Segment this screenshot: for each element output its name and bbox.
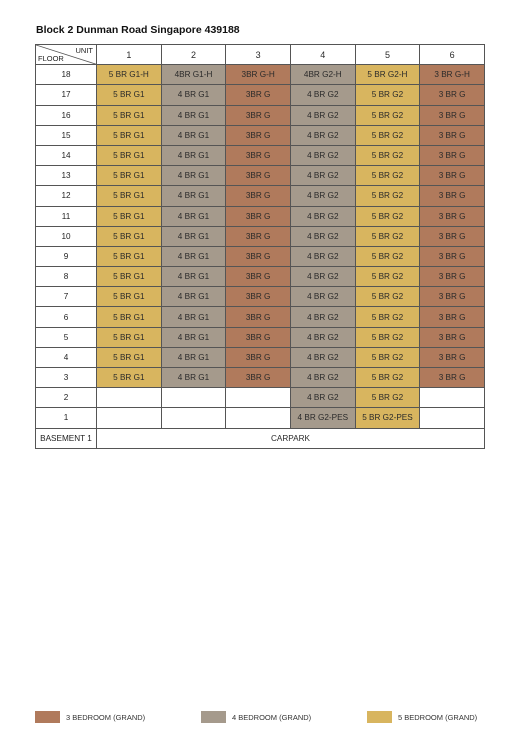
unit-cell: 3 BR G-H xyxy=(420,65,485,85)
floor-row xyxy=(36,226,485,246)
legend-label: 4 BEDROOM (GRAND) xyxy=(232,712,312,722)
unit-cell: 3 BR G xyxy=(420,347,485,367)
unit-cell: 3BR G-H xyxy=(226,65,291,85)
legend-item-5br xyxy=(367,711,477,723)
unit-cell: 5 BR G1 xyxy=(97,166,162,186)
unit-cell: 3BR G xyxy=(226,287,291,307)
floor-number: 16 xyxy=(36,105,97,125)
unit-cell: 3 BR G xyxy=(420,287,485,307)
unit-cell: 3 BR G xyxy=(420,267,485,287)
corner-floor-label: FLOOR xyxy=(38,54,64,64)
unit-cell: 3BR G xyxy=(226,85,291,105)
floor-row xyxy=(36,307,485,327)
floor-number: 1 xyxy=(36,408,97,428)
floor-row xyxy=(36,368,485,388)
empty-cell xyxy=(226,408,291,428)
unit-cell: 4 BR G2 xyxy=(290,166,355,186)
unit-cell: 3 BR G xyxy=(420,105,485,125)
unit-cell: 4 BR G2 xyxy=(290,388,355,408)
unit-cell: 4 BR G2 xyxy=(290,267,355,287)
basement-row xyxy=(36,428,485,448)
unit-cell: 4 BR G1 xyxy=(161,105,226,125)
unit-cell: 5 BR G1 xyxy=(97,307,162,327)
unit-cell: 4 BR G1 xyxy=(161,246,226,266)
unit-cell: 4 BR G2 xyxy=(290,186,355,206)
unit-cell: 3 BR G xyxy=(420,125,485,145)
unit-cell: 3 BR G xyxy=(420,368,485,388)
unit-cell: 5 BR G1 xyxy=(97,368,162,388)
unit-cell: 5 BR G1 xyxy=(97,267,162,287)
unit-cell: 5 BR G2 xyxy=(355,347,420,367)
floor-number: 8 xyxy=(36,267,97,287)
floor-row xyxy=(36,287,485,307)
unit-cell: 3 BR G xyxy=(420,226,485,246)
floor-number: 2 xyxy=(36,388,97,408)
unit-cell: 4 BR G1 xyxy=(161,327,226,347)
unit-cell: 5 BR G2 xyxy=(355,226,420,246)
unit-cell: 3BR G xyxy=(226,347,291,367)
unit-header: 5 xyxy=(355,45,420,65)
empty-cell xyxy=(161,408,226,428)
floor-number: 10 xyxy=(36,226,97,246)
legend-swatch xyxy=(367,711,392,723)
unit-cell: 4 BR G1 xyxy=(161,125,226,145)
unit-cell: 4 BR G2 xyxy=(290,85,355,105)
unit-cell: 4 BR G1 xyxy=(161,85,226,105)
unit-cell: 3BR G xyxy=(226,307,291,327)
legend-item-3br xyxy=(35,711,145,723)
unit-cell: 3BR G xyxy=(226,246,291,266)
empty-cell xyxy=(97,388,162,408)
floor-number: 7 xyxy=(36,287,97,307)
floor-number: 3 xyxy=(36,368,97,388)
unit-cell: 3 BR G xyxy=(420,307,485,327)
floor-row xyxy=(36,105,485,125)
floor-number: 12 xyxy=(36,186,97,206)
unit-cell: 4 BR G2 xyxy=(290,307,355,327)
unit-cell: 3 BR G xyxy=(420,145,485,165)
unit-cell: 4 BR G1 xyxy=(161,267,226,287)
unit-cell: 4 BR G2 xyxy=(290,287,355,307)
floor-number: 15 xyxy=(36,125,97,145)
floor-number: 14 xyxy=(36,145,97,165)
floor-number: 17 xyxy=(36,85,97,105)
unit-cell: 4 BR G1 xyxy=(161,166,226,186)
floor-row xyxy=(36,85,485,105)
floor-row xyxy=(36,327,485,347)
floor-number: 11 xyxy=(36,206,97,226)
empty-cell xyxy=(420,408,485,428)
unit-cell: 4 BR G1 xyxy=(161,347,226,367)
floor-row xyxy=(36,145,485,165)
unit-cell: 3BR G xyxy=(226,267,291,287)
unit-header: 2 xyxy=(161,45,226,65)
unit-cell: 4 BR G2 xyxy=(290,145,355,165)
floor-row xyxy=(36,65,485,85)
floor-number: 4 xyxy=(36,347,97,367)
unit-cell: 3 BR G xyxy=(420,246,485,266)
unit-cell: 5 BR G2 xyxy=(355,166,420,186)
floor-row xyxy=(36,166,485,186)
floor-number: 9 xyxy=(36,246,97,266)
unit-cell: 3BR G xyxy=(226,327,291,347)
unit-cell: 4 BR G1 xyxy=(161,186,226,206)
unit-cell: 3BR G xyxy=(226,125,291,145)
unit-cell: 3BR G xyxy=(226,226,291,246)
unit-cell: 3BR G xyxy=(226,368,291,388)
corner-unit-label: UNIT xyxy=(75,46,93,55)
page-title: Block 2 Dunman Road Singapore 439188 xyxy=(36,24,240,36)
unit-cell: 5 BR G2 xyxy=(355,327,420,347)
unit-cell: 5 BR G2 xyxy=(355,287,420,307)
unit-cell: 5 BR G1 xyxy=(97,206,162,226)
unit-distribution-table xyxy=(35,44,485,449)
legend-swatch xyxy=(35,711,60,723)
unit-cell: 5 BR G2 xyxy=(355,388,420,408)
empty-cell xyxy=(226,388,291,408)
unit-cell: 4 BR G2 xyxy=(290,246,355,266)
unit-cell: 3 BR G xyxy=(420,186,485,206)
unit-cell: 3 BR G xyxy=(420,327,485,347)
unit-cell: 4 BR G2 xyxy=(290,105,355,125)
unit-cell: 5 BR G2 xyxy=(355,105,420,125)
floor-row xyxy=(36,408,485,428)
floor-row xyxy=(36,267,485,287)
unit-cell: 5 BR G1 xyxy=(97,186,162,206)
unit-cell: 5 BR G1-H xyxy=(97,65,162,85)
unit-cell: 3BR G xyxy=(226,166,291,186)
unit-cell: 4BR G2-H xyxy=(290,65,355,85)
unit-header: 6 xyxy=(420,45,485,65)
unit-cell: 4 BR G1 xyxy=(161,206,226,226)
unit-cell: 5 BR G2-PES xyxy=(355,408,420,428)
unit-cell: 3 BR G xyxy=(420,206,485,226)
unit-cell: 5 BR G1 xyxy=(97,105,162,125)
basement-floor-label: BASEMENT 1 xyxy=(36,428,97,448)
floor-number: 5 xyxy=(36,327,97,347)
legend-swatch xyxy=(201,711,226,723)
unit-cell: 4 BR G2 xyxy=(290,368,355,388)
corner-cell xyxy=(36,45,97,65)
unit-header: 1 xyxy=(97,45,162,65)
unit-cell: 4 BR G2 xyxy=(290,327,355,347)
unit-cell: 4 BR G1 xyxy=(161,226,226,246)
unit-cell: 5 BR G2 xyxy=(355,307,420,327)
unit-cell: 5 BR G2 xyxy=(355,267,420,287)
floor-row xyxy=(36,347,485,367)
unit-cell: 5 BR G1 xyxy=(97,327,162,347)
unit-header: 4 xyxy=(290,45,355,65)
carpark-cell: CARPARK xyxy=(97,428,485,448)
unit-cell: 5 BR G2 xyxy=(355,246,420,266)
unit-cell: 3BR G xyxy=(226,105,291,125)
unit-cell: 5 BR G2 xyxy=(355,125,420,145)
floor-number: 13 xyxy=(36,166,97,186)
unit-cell: 5 BR G2 xyxy=(355,206,420,226)
unit-cell: 4 BR G2 xyxy=(290,125,355,145)
header-row xyxy=(36,45,485,65)
floor-row xyxy=(36,388,485,408)
empty-cell xyxy=(97,408,162,428)
unit-cell: 5 BR G1 xyxy=(97,246,162,266)
unit-cell: 4 BR G1 xyxy=(161,145,226,165)
unit-cell: 4BR G1-H xyxy=(161,65,226,85)
unit-cell: 4 BR G2 xyxy=(290,206,355,226)
unit-cell: 5 BR G2 xyxy=(355,186,420,206)
empty-cell xyxy=(161,388,226,408)
floor-number: 18 xyxy=(36,65,97,85)
floor-number: 6 xyxy=(36,307,97,327)
unit-cell: 3BR G xyxy=(226,186,291,206)
unit-cell: 3 BR G xyxy=(420,166,485,186)
unit-cell: 3BR G xyxy=(226,145,291,165)
unit-cell: 4 BR G2-PES xyxy=(290,408,355,428)
unit-cell: 3 BR G xyxy=(420,85,485,105)
unit-cell: 5 BR G1 xyxy=(97,125,162,145)
unit-cell: 5 BR G1 xyxy=(97,85,162,105)
floor-row xyxy=(36,186,485,206)
unit-cell: 4 BR G2 xyxy=(290,347,355,367)
unit-cell: 5 BR G2 xyxy=(355,85,420,105)
unit-cell: 5 BR G1 xyxy=(97,347,162,367)
unit-cell: 5 BR G2 xyxy=(355,145,420,165)
unit-cell: 5 BR G1 xyxy=(97,145,162,165)
unit-cell: 5 BR G1 xyxy=(97,226,162,246)
empty-cell xyxy=(420,388,485,408)
unit-cell: 4 BR G1 xyxy=(161,368,226,388)
unit-cell: 4 BR G1 xyxy=(161,287,226,307)
unit-cell: 4 BR G1 xyxy=(161,307,226,327)
unit-cell: 4 BR G2 xyxy=(290,226,355,246)
legend-label: 3 BEDROOM (GRAND) xyxy=(66,712,146,722)
legend-label: 5 BEDROOM (GRAND) xyxy=(398,712,478,722)
unit-cell: 5 BR G2-H xyxy=(355,65,420,85)
legend-item-4br xyxy=(201,711,311,723)
unit-cell: 5 BR G1 xyxy=(97,287,162,307)
unit-header: 3 xyxy=(226,45,291,65)
unit-cell: 5 BR G2 xyxy=(355,368,420,388)
floor-row xyxy=(36,125,485,145)
floor-row xyxy=(36,206,485,226)
floor-row xyxy=(36,246,485,266)
unit-cell: 3BR G xyxy=(226,206,291,226)
